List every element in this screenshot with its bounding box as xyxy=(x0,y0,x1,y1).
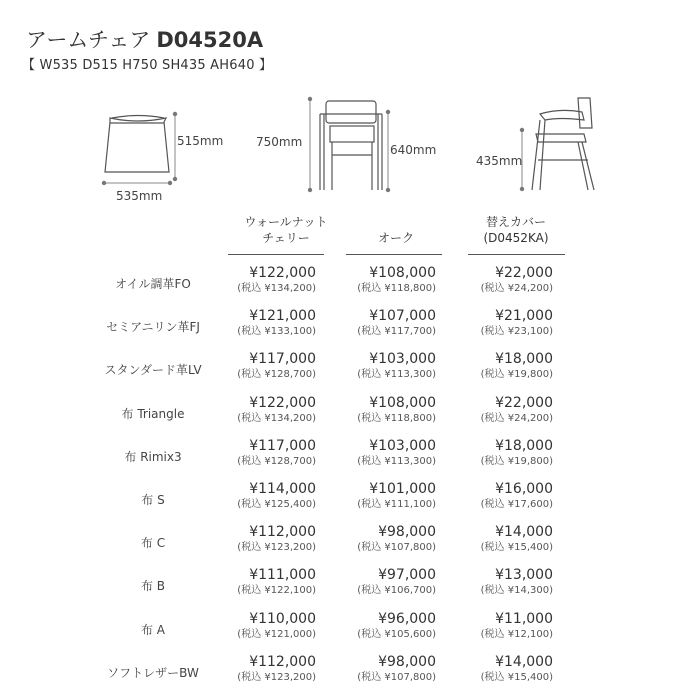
column-header-oak xyxy=(346,214,446,246)
price-cell xyxy=(326,395,436,425)
price-cell xyxy=(206,351,316,381)
price-cell xyxy=(206,308,316,338)
price-main: ¥98,000 xyxy=(378,524,436,541)
price-main: ¥21,000 xyxy=(495,308,553,325)
price-tax-included: (税込 ¥14,300) xyxy=(480,585,553,597)
price-cell xyxy=(206,654,316,684)
row-label: ソフトレザーBW xyxy=(107,665,199,680)
price-cell xyxy=(443,351,553,381)
price-tax-included: (税込 ¥113,300) xyxy=(357,455,436,467)
price-cell xyxy=(443,438,553,468)
price-tax-included: (税込 ¥122,100) xyxy=(237,585,316,597)
price-main: ¥18,000 xyxy=(495,351,553,368)
price-tax-included: (税込 ¥134,200) xyxy=(237,412,316,424)
price-main: ¥14,000 xyxy=(495,524,553,541)
column-rule-walnut-cherry xyxy=(228,254,324,255)
column-header-line1: ウォールナット xyxy=(244,215,328,229)
column-header-line2: チェリー xyxy=(262,231,310,245)
price-tax-included: (税込 ¥128,700) xyxy=(237,369,316,381)
row-label: 布 B xyxy=(140,579,166,594)
front-view-diagram xyxy=(310,99,388,190)
price-cell xyxy=(326,308,436,338)
price-main: ¥117,000 xyxy=(249,351,316,368)
column-header-line2: オーク xyxy=(377,231,414,245)
price-cell xyxy=(326,481,436,511)
price-cell xyxy=(206,567,316,597)
price-tax-included: (税込 ¥23,100) xyxy=(480,326,553,338)
price-cell xyxy=(326,654,436,684)
price-main: ¥22,000 xyxy=(495,265,553,281)
top-view-diagram xyxy=(104,114,175,183)
price-cell xyxy=(206,395,316,425)
price-main: ¥117,000 xyxy=(249,437,316,454)
price-main: ¥22,000 xyxy=(495,394,553,411)
price-main: ¥18,000 xyxy=(495,437,553,454)
row-label: 布 Triangle xyxy=(121,406,185,421)
price-tax-included: (税込 ¥24,200) xyxy=(480,412,553,424)
column-header-line2: (D0452KA) xyxy=(483,231,549,245)
price-main: ¥108,000 xyxy=(369,265,436,281)
product-code: D04520A xyxy=(156,28,264,52)
column-header-cover xyxy=(466,214,566,246)
product-name: アームチェア xyxy=(26,28,151,52)
price-main: ¥97,000 xyxy=(378,567,436,584)
row-label: オイル調革FO xyxy=(115,277,191,291)
column-rule-cover xyxy=(468,254,565,255)
price-tax-included: (税込 ¥123,200) xyxy=(237,671,316,683)
price-main: ¥112,000 xyxy=(249,653,316,670)
price-cell xyxy=(206,611,316,641)
price-main: ¥103,000 xyxy=(369,351,436,368)
row-label: セミアニリン革FJ xyxy=(106,320,200,335)
row-label: 布 C xyxy=(140,536,166,551)
price-cell xyxy=(206,524,316,554)
price-tax-included: (税込 ¥125,400) xyxy=(237,499,316,510)
row-label: スタンダード革LV xyxy=(104,363,202,378)
price-cell xyxy=(443,567,553,597)
price-tax-included: (税込 ¥118,800) xyxy=(357,412,436,424)
price-cell xyxy=(443,481,553,511)
price-tax-included: (税込 ¥105,600) xyxy=(357,628,436,640)
price-main: ¥98,000 xyxy=(378,653,436,670)
price-main: ¥122,000 xyxy=(249,265,316,281)
price-tax-included: (税込 ¥128,700) xyxy=(237,455,316,467)
price-tax-included: (税込 ¥107,800) xyxy=(357,671,436,683)
column-header-line1 xyxy=(346,214,446,230)
price-main: ¥13,000 xyxy=(495,567,553,584)
price-main: ¥111,000 xyxy=(249,567,316,584)
price-main: ¥11,000 xyxy=(495,610,553,627)
price-tax-included: (税込 ¥106,700) xyxy=(357,585,436,597)
price-tax-included: (税込 ¥15,400) xyxy=(480,671,553,683)
price-main: ¥122,000 xyxy=(249,394,316,411)
price-cell xyxy=(206,481,316,511)
price-cell xyxy=(326,351,436,381)
column-header-walnut-cherry xyxy=(226,214,346,246)
price-main: ¥112,000 xyxy=(249,524,316,541)
price-main: ¥108,000 xyxy=(369,394,436,411)
price-cell xyxy=(326,524,436,554)
price-tax-included: (税込 ¥19,800) xyxy=(480,455,553,467)
price-tax-included: (税込 ¥123,200) xyxy=(237,542,316,554)
price-cell xyxy=(443,654,553,684)
price-cell xyxy=(326,567,436,597)
price-cell xyxy=(326,265,436,295)
price-main: ¥16,000 xyxy=(495,481,553,497)
product-dimensions: 【 W535 D515 H750 SH435 AH640 】 xyxy=(22,58,273,73)
row-label: 布 Rimix3 xyxy=(124,449,182,464)
price-tax-included: (税込 ¥107,800) xyxy=(357,542,436,554)
price-tax-included: (税込 ¥117,700) xyxy=(357,326,436,338)
price-main: ¥114,000 xyxy=(249,481,316,497)
column-rule-oak xyxy=(346,254,442,255)
price-cell xyxy=(443,308,553,338)
price-main: ¥14,000 xyxy=(495,653,553,670)
price-main: ¥110,000 xyxy=(249,610,316,627)
side-seat-height-label: 435mm xyxy=(476,154,523,168)
price-cell xyxy=(206,438,316,468)
top-width-label: 535mm xyxy=(116,189,163,203)
price-tax-included: (税込 ¥12,100) xyxy=(480,628,553,640)
price-cell xyxy=(443,395,553,425)
price-main: ¥96,000 xyxy=(378,610,436,627)
price-cell xyxy=(326,611,436,641)
side-view-diagram xyxy=(522,98,594,190)
top-depth-label: 515mm xyxy=(177,134,224,148)
price-main: ¥107,000 xyxy=(369,308,436,325)
price-tax-included: (税込 ¥19,800) xyxy=(480,369,553,381)
price-cell xyxy=(326,438,436,468)
price-cell xyxy=(206,265,316,295)
price-tax-included: (税込 ¥17,600) xyxy=(480,499,553,510)
price-tax-included: (税込 ¥133,100) xyxy=(237,326,316,338)
price-tax-included: (税込 ¥24,200) xyxy=(480,283,553,294)
row-label: 布 A xyxy=(140,622,166,637)
price-main: ¥103,000 xyxy=(369,437,436,454)
row-label: 布 S xyxy=(141,493,165,507)
price-tax-included: (税込 ¥121,000) xyxy=(237,628,316,640)
price-tax-included: (税込 ¥15,400) xyxy=(480,542,553,554)
price-main: ¥121,000 xyxy=(249,308,316,325)
price-tax-included: (税込 ¥113,300) xyxy=(357,369,436,381)
front-height-label: 750mm xyxy=(256,135,303,149)
front-arm-height-label: 640mm xyxy=(390,143,437,157)
price-tax-included: (税込 ¥134,200) xyxy=(237,283,316,294)
price-cell xyxy=(443,611,553,641)
price-tax-included: (税込 ¥118,800) xyxy=(357,283,436,294)
column-header-line1: 替えカバー xyxy=(485,215,546,229)
price-cell xyxy=(443,265,553,295)
price-cell xyxy=(443,524,553,554)
price-tax-included: (税込 ¥111,100) xyxy=(357,499,436,510)
price-main: ¥101,000 xyxy=(369,481,436,497)
